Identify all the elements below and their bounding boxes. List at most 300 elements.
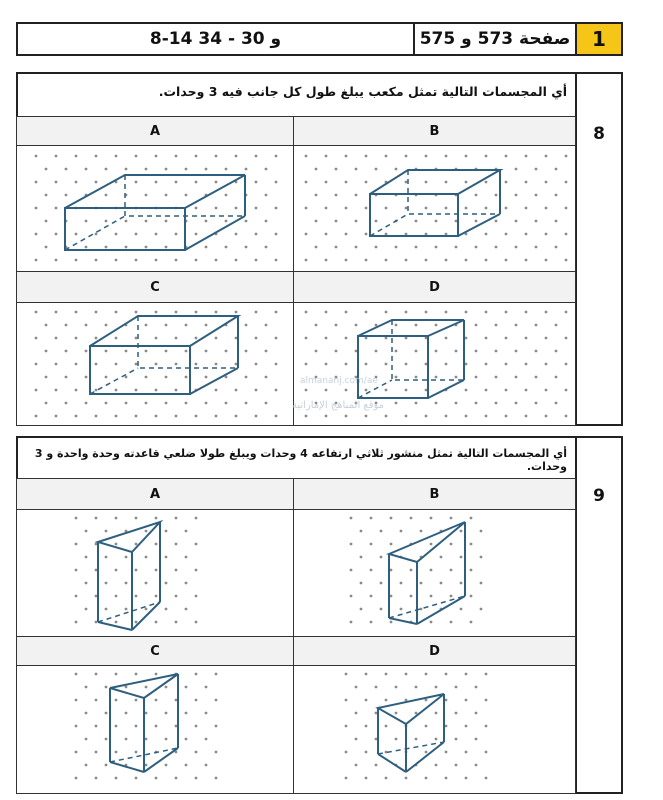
grid-dot xyxy=(395,402,398,405)
grid-dot xyxy=(525,337,528,340)
grid-dot xyxy=(565,311,568,314)
grid-dot xyxy=(345,311,348,314)
grid-dot xyxy=(235,389,238,392)
grid-dot xyxy=(205,764,208,767)
grid-dot xyxy=(355,764,358,767)
grid-dot xyxy=(215,311,218,314)
grid-dot xyxy=(95,517,98,520)
grid-dot xyxy=(125,168,128,171)
grid-dot xyxy=(485,673,488,676)
grid-dot xyxy=(355,168,358,171)
grid-dot xyxy=(185,556,188,559)
grid-dot xyxy=(545,155,548,158)
grid-dot xyxy=(185,686,188,689)
grid-dot xyxy=(445,259,448,262)
grid-dot xyxy=(145,608,148,611)
grid-dot xyxy=(485,259,488,262)
grid-dot xyxy=(525,311,528,314)
grid-dot xyxy=(95,673,98,676)
grid-dot xyxy=(95,155,98,158)
grid-dot xyxy=(335,194,338,197)
grid-dot xyxy=(505,155,508,158)
grid-dot xyxy=(355,712,358,715)
grid-dot xyxy=(410,517,413,520)
grid-dot xyxy=(115,389,118,392)
grid-dot xyxy=(365,415,368,418)
grid-dot xyxy=(425,777,428,780)
grid-dot xyxy=(435,738,438,741)
grid-dot xyxy=(345,233,348,236)
grid-dot xyxy=(425,181,428,184)
grid-dot xyxy=(370,595,373,598)
grid-dot xyxy=(565,415,568,418)
grid-dot xyxy=(195,699,198,702)
grid-dot xyxy=(420,608,423,611)
grid-dot xyxy=(375,764,378,767)
grid-dot xyxy=(205,376,208,379)
grid-dot xyxy=(395,246,398,249)
grid-dot xyxy=(135,311,138,314)
option-d-header: D xyxy=(293,271,576,303)
grid-dot xyxy=(75,311,78,314)
grid-dot xyxy=(325,337,328,340)
grid-dot xyxy=(365,259,368,262)
grid-dot xyxy=(565,337,568,340)
grid-dot xyxy=(55,155,58,158)
grid-dot xyxy=(215,777,218,780)
grid-dot xyxy=(425,363,428,366)
grid-dot xyxy=(115,699,118,702)
grid-dot xyxy=(185,350,188,353)
grid-dot xyxy=(515,246,518,249)
figure-8b-rect-prism xyxy=(300,150,570,268)
grid-dot xyxy=(145,738,148,741)
grid-dot xyxy=(480,530,483,533)
grid-dot xyxy=(465,415,468,418)
grid-dot xyxy=(265,376,268,379)
grid-dot xyxy=(125,376,128,379)
grid-dot xyxy=(95,389,98,392)
grid-dot xyxy=(565,207,568,210)
grid-dot xyxy=(445,415,448,418)
grid-dot xyxy=(445,699,448,702)
grid-dot xyxy=(515,220,518,223)
grid-dot xyxy=(535,350,538,353)
figure-9c-tri-prism xyxy=(70,668,220,790)
question-9-number: 9 xyxy=(593,486,605,506)
dot-grid xyxy=(35,311,278,418)
grid-dot xyxy=(185,194,188,197)
grid-dot xyxy=(395,350,398,353)
grid-dot xyxy=(395,324,398,327)
grid-dot xyxy=(225,168,228,171)
figure-8a-rect-prism xyxy=(30,150,280,268)
grid-dot xyxy=(195,595,198,598)
grid-dot xyxy=(515,168,518,171)
grid-dot xyxy=(95,621,98,624)
grid-dot xyxy=(535,376,538,379)
grid-dot xyxy=(145,168,148,171)
grid-dot xyxy=(75,517,78,520)
grid-dot xyxy=(410,595,413,598)
grid-dot xyxy=(205,350,208,353)
grid-dot xyxy=(145,376,148,379)
grid-dot xyxy=(105,738,108,741)
grid-dot xyxy=(525,155,528,158)
grid-dot xyxy=(175,543,178,546)
grid-dot xyxy=(435,376,438,379)
grid-dot xyxy=(55,259,58,262)
grid-dot xyxy=(485,233,488,236)
grid-dot xyxy=(375,168,378,171)
grid-dot xyxy=(345,777,348,780)
grid-dot xyxy=(345,259,348,262)
grid-dot xyxy=(435,220,438,223)
grid-dot xyxy=(45,194,48,197)
grid-dot xyxy=(175,311,178,314)
grid-dot xyxy=(155,517,158,520)
grid-dot xyxy=(175,517,178,520)
grid-dot xyxy=(205,246,208,249)
grid-dot xyxy=(430,543,433,546)
grid-dot xyxy=(105,686,108,689)
grid-dot xyxy=(255,259,258,262)
grid-dot xyxy=(535,220,538,223)
grid-dot xyxy=(445,777,448,780)
grid-dot xyxy=(75,259,78,262)
grid-dot xyxy=(125,220,128,223)
option-c-header: C xyxy=(16,636,294,666)
grid-dot xyxy=(525,363,528,366)
grid-dot xyxy=(465,207,468,210)
grid-dot xyxy=(375,712,378,715)
grid-dot xyxy=(445,363,448,366)
grid-dot xyxy=(115,517,118,520)
grid-dot xyxy=(305,311,308,314)
grid-dot xyxy=(215,699,218,702)
grid-dot xyxy=(365,337,368,340)
grid-dot xyxy=(505,259,508,262)
grid-dot xyxy=(135,543,138,546)
grid-dot xyxy=(450,543,453,546)
grid-dot xyxy=(370,517,373,520)
grid-dot xyxy=(445,155,448,158)
grid-dot xyxy=(245,246,248,249)
grid-dot xyxy=(175,181,178,184)
grid-dot xyxy=(115,337,118,340)
grid-dot xyxy=(495,246,498,249)
grid-dot xyxy=(345,751,348,754)
grid-dot xyxy=(155,725,158,728)
grid-dot xyxy=(375,738,378,741)
grid-dot xyxy=(465,311,468,314)
grid-dot xyxy=(420,582,423,585)
grid-dot xyxy=(65,350,68,353)
grid-dot xyxy=(215,725,218,728)
grid-dot xyxy=(525,259,528,262)
grid-dot xyxy=(535,194,538,197)
grid-dot xyxy=(95,543,98,546)
grid-dot xyxy=(475,220,478,223)
grid-dot xyxy=(470,621,473,624)
grid-dot xyxy=(135,569,138,572)
grid-dot xyxy=(415,220,418,223)
grid-dot xyxy=(195,543,198,546)
grid-dot xyxy=(255,233,258,236)
grid-dot xyxy=(65,402,68,405)
grid-dot xyxy=(325,389,328,392)
grid-dot xyxy=(95,725,98,728)
grid-dot xyxy=(385,415,388,418)
grid-dot xyxy=(85,608,88,611)
grid-dot xyxy=(345,155,348,158)
grid-dot xyxy=(480,608,483,611)
grid-dot xyxy=(135,337,138,340)
grid-dot xyxy=(175,259,178,262)
grid-dot xyxy=(135,415,138,418)
grid-dot xyxy=(195,751,198,754)
grid-dot xyxy=(445,181,448,184)
grid-dot xyxy=(215,259,218,262)
grid-dot xyxy=(255,207,258,210)
grid-dot xyxy=(135,699,138,702)
grid-dot xyxy=(480,582,483,585)
grid-dot xyxy=(95,363,98,366)
grid-dot xyxy=(515,194,518,197)
grid-dot xyxy=(75,777,78,780)
watermark-site: almanahj.com/ae xyxy=(300,376,378,386)
grid-dot xyxy=(465,673,468,676)
grid-dot xyxy=(235,337,238,340)
grid-dot xyxy=(395,712,398,715)
grid-dot xyxy=(145,582,148,585)
grid-dot xyxy=(115,569,118,572)
grid-dot xyxy=(440,582,443,585)
grid-dot xyxy=(185,376,188,379)
grid-dot xyxy=(205,712,208,715)
grid-dot xyxy=(465,155,468,158)
grid-dot xyxy=(365,181,368,184)
grid-dot xyxy=(55,311,58,314)
grid-dot xyxy=(315,350,318,353)
grid-dot xyxy=(475,738,478,741)
question-8-number: 8 xyxy=(593,124,605,144)
grid-dot xyxy=(545,207,548,210)
grid-dot xyxy=(385,259,388,262)
grid-dot xyxy=(305,363,308,366)
grid-dot xyxy=(355,324,358,327)
grid-dot xyxy=(345,181,348,184)
option-a-header: A xyxy=(16,116,294,146)
grid-dot xyxy=(535,246,538,249)
grid-dot xyxy=(495,402,498,405)
grid-dot xyxy=(465,751,468,754)
grid-dot xyxy=(95,259,98,262)
grid-dot xyxy=(345,337,348,340)
grid-dot xyxy=(75,233,78,236)
grid-dot xyxy=(450,621,453,624)
grid-dot xyxy=(85,530,88,533)
grid-dot xyxy=(135,233,138,236)
grid-dot xyxy=(65,194,68,197)
grid-dot xyxy=(245,220,248,223)
grid-dot xyxy=(385,337,388,340)
grid-dot xyxy=(235,363,238,366)
question-9-text: أي المجسمات التالية تمثل منشور ثلاثي ارتفاعه 4 وحدات ويبلغ طولا ضلعي قاعدته وحدة واحدة و 3 وحدات. xyxy=(34,447,567,473)
grid-dot xyxy=(45,376,48,379)
grid-dot xyxy=(265,324,268,327)
grid-dot xyxy=(85,168,88,171)
grid-dot xyxy=(525,389,528,392)
grid-dot xyxy=(485,751,488,754)
grid-dot xyxy=(95,415,98,418)
grid-dot xyxy=(380,530,383,533)
grid-dot xyxy=(255,311,258,314)
grid-dot xyxy=(225,246,228,249)
grid-dot xyxy=(165,530,168,533)
grid-dot xyxy=(65,168,68,171)
grid-dot xyxy=(385,725,388,728)
grid-dot xyxy=(460,530,463,533)
grid-dot xyxy=(275,389,278,392)
grid-dot xyxy=(195,777,198,780)
grid-dot xyxy=(455,376,458,379)
grid-dot xyxy=(485,777,488,780)
grid-dot xyxy=(495,324,498,327)
grid-dot xyxy=(45,402,48,405)
grid-dot xyxy=(175,233,178,236)
grid-dot xyxy=(420,530,423,533)
grid-dot xyxy=(435,246,438,249)
grid-dot xyxy=(185,324,188,327)
grid-dot xyxy=(75,751,78,754)
lesson-reference: 8-14 و 30 - 34 xyxy=(16,22,415,56)
grid-dot xyxy=(245,350,248,353)
grid-dot xyxy=(255,337,258,340)
grid-dot xyxy=(55,363,58,366)
grid-dot xyxy=(95,699,98,702)
grid-dot xyxy=(35,337,38,340)
grid-dot xyxy=(155,363,158,366)
grid-dot xyxy=(545,181,548,184)
grid-dot xyxy=(325,311,328,314)
grid-dot xyxy=(55,207,58,210)
grid-dot xyxy=(470,595,473,598)
grid-dot xyxy=(195,155,198,158)
grid-dot xyxy=(435,686,438,689)
grid-dot xyxy=(105,168,108,171)
grid-dot xyxy=(435,324,438,327)
grid-dot xyxy=(145,350,148,353)
grid-dot xyxy=(115,751,118,754)
grid-dot xyxy=(505,389,508,392)
grid-dot xyxy=(565,155,568,158)
grid-dot xyxy=(205,738,208,741)
grid-dot xyxy=(485,389,488,392)
grid-dot xyxy=(455,712,458,715)
grid-dot xyxy=(135,673,138,676)
grid-dot xyxy=(555,194,558,197)
grid-dot xyxy=(105,764,108,767)
grid-dot xyxy=(475,764,478,767)
grid-dot xyxy=(465,337,468,340)
grid-dot xyxy=(365,389,368,392)
grid-dot xyxy=(335,350,338,353)
grid-dot xyxy=(425,673,428,676)
grid-dot xyxy=(405,777,408,780)
grid-dot xyxy=(470,569,473,572)
grid-dot xyxy=(235,311,238,314)
grid-dot xyxy=(85,246,88,249)
grid-dot xyxy=(105,246,108,249)
grid-dot xyxy=(105,194,108,197)
figure-9d-tri-prism xyxy=(340,668,490,790)
grid-dot xyxy=(255,389,258,392)
grid-dot xyxy=(425,233,428,236)
grid-dot xyxy=(455,738,458,741)
grid-dot xyxy=(565,233,568,236)
grid-dot xyxy=(385,311,388,314)
grid-dot xyxy=(115,155,118,158)
grid-dot xyxy=(115,595,118,598)
grid-dot xyxy=(95,595,98,598)
grid-dot xyxy=(215,207,218,210)
grid-dot xyxy=(155,337,158,340)
grid-dot xyxy=(65,324,68,327)
grid-dot xyxy=(35,363,38,366)
grid-dot xyxy=(445,751,448,754)
grid-dot xyxy=(475,402,478,405)
grid-dot xyxy=(115,673,118,676)
grid-dot xyxy=(205,220,208,223)
grid-dot xyxy=(365,777,368,780)
grid-dot xyxy=(365,725,368,728)
grid-dot xyxy=(135,777,138,780)
grid-dot xyxy=(215,415,218,418)
grid-dot xyxy=(325,155,328,158)
grid-dot xyxy=(115,311,118,314)
grid-dot xyxy=(165,712,168,715)
grid-dot xyxy=(265,350,268,353)
figure-8c-rect-prism xyxy=(30,306,280,422)
grid-dot xyxy=(545,259,548,262)
grid-dot xyxy=(360,608,363,611)
grid-dot xyxy=(505,181,508,184)
grid-dot xyxy=(165,608,168,611)
grid-dot xyxy=(390,621,393,624)
figure-9b-tri-prism xyxy=(345,512,485,634)
grid-dot xyxy=(410,569,413,572)
grid-dot xyxy=(115,415,118,418)
grid-dot xyxy=(435,764,438,767)
grid-dot xyxy=(405,155,408,158)
grid-dot xyxy=(495,350,498,353)
grid-dot xyxy=(275,181,278,184)
grid-dot xyxy=(85,686,88,689)
grid-dot xyxy=(175,569,178,572)
grid-dot xyxy=(545,415,548,418)
grid-dot xyxy=(165,168,168,171)
grid-dot xyxy=(325,415,328,418)
grid-dot xyxy=(350,621,353,624)
grid-dot xyxy=(165,376,168,379)
grid-dot xyxy=(425,389,428,392)
grid-dot xyxy=(215,337,218,340)
grid-dot xyxy=(245,376,248,379)
grid-dot xyxy=(370,543,373,546)
grid-dot xyxy=(165,686,168,689)
grid-dot xyxy=(525,207,528,210)
